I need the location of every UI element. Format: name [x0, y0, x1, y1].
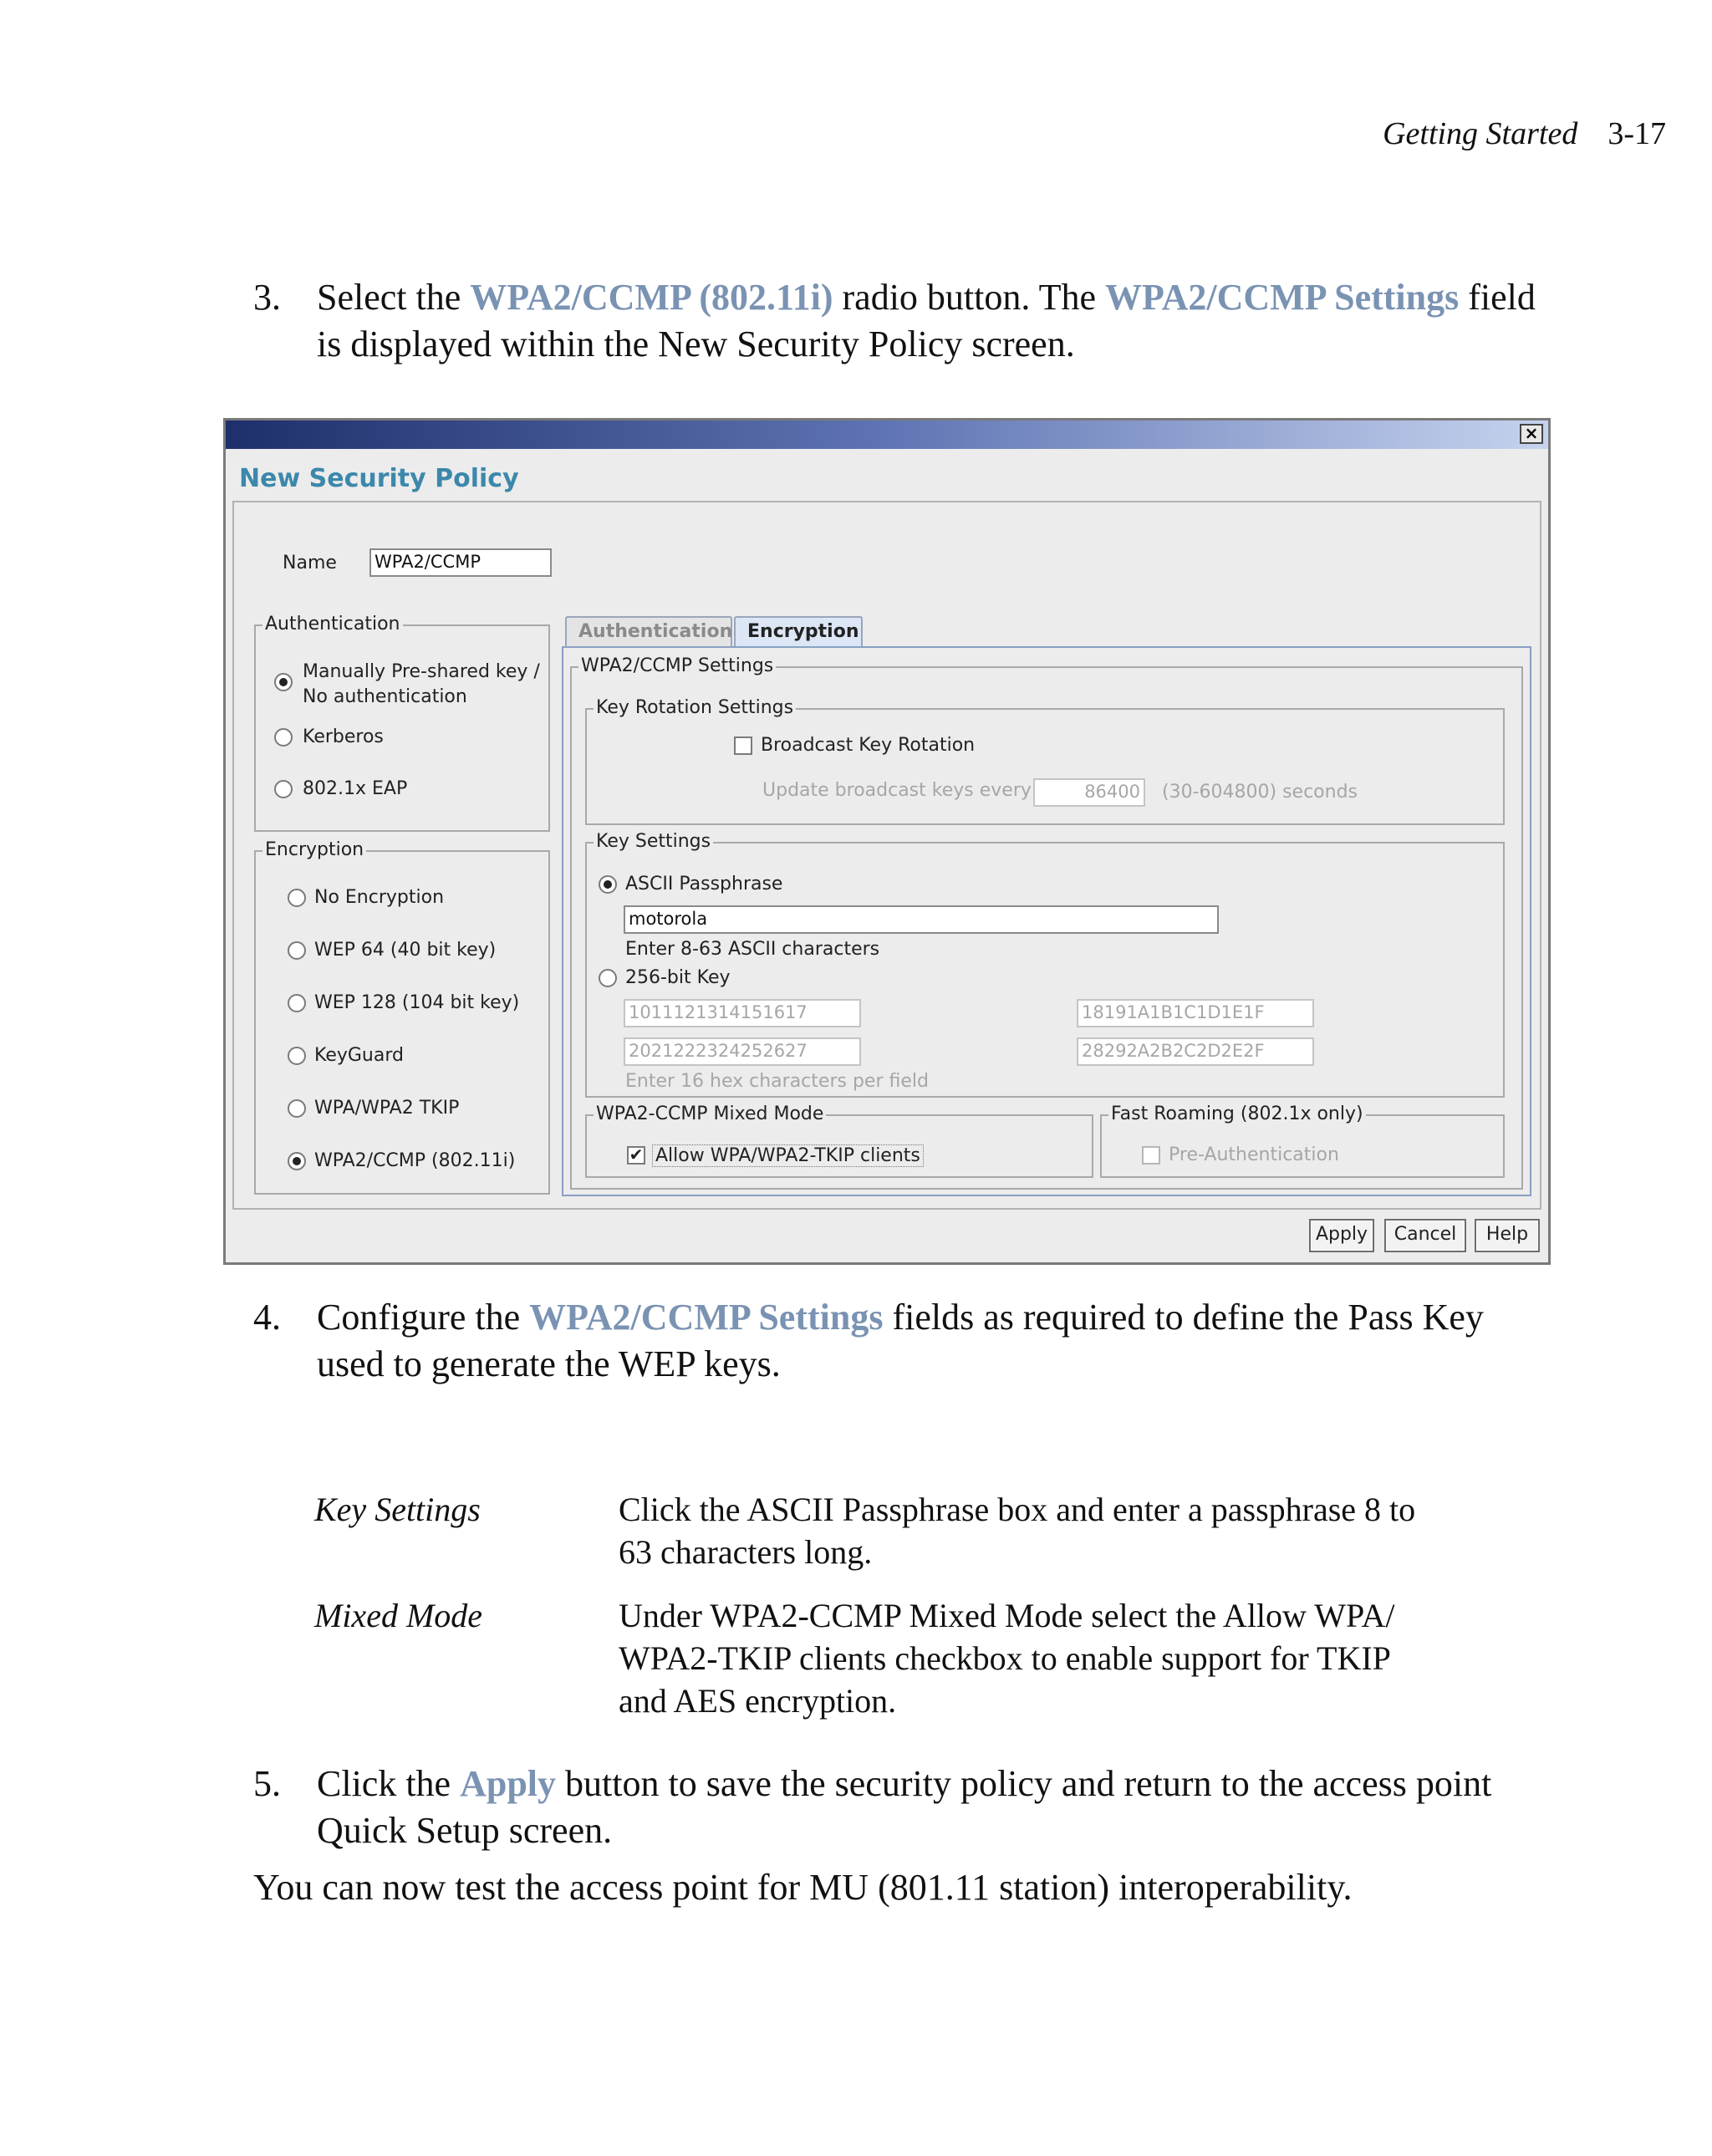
page-header	[1383, 115, 1666, 152]
closing-paragraph: You can now test the access point for MU (801.11 station) interoperability.	[253, 1867, 1353, 1908]
no-encryption-label: No Encryption	[314, 887, 445, 908]
ascii-hint: Enter 8-63 ASCII characters	[625, 939, 880, 960]
keyguard-label: KeyGuard	[314, 1045, 404, 1066]
step-3	[253, 274, 1591, 368]
encryption-group	[254, 839, 550, 1195]
step-line-2: is displayed within the New Security Policy screen.	[317, 324, 1075, 364]
radio-wep-64[interactable]	[288, 941, 306, 960]
mixed-mode-title: WPA2-CCMP Mixed Mode	[594, 1103, 826, 1124]
256-bit-key-label: 256-bit Key	[625, 967, 731, 988]
definitions-list	[314, 1488, 1485, 1743]
cancel-button[interactable]: Cancel	[1384, 1219, 1466, 1252]
fast-roaming-group	[1100, 1103, 1505, 1178]
step-line-1	[317, 1761, 1591, 1807]
hex-hint: Enter 16 hex characters per field	[625, 1071, 929, 1092]
definition-term: Key Settings	[314, 1491, 481, 1528]
definition-description	[619, 1594, 1455, 1722]
radio-802-1x-eap[interactable]	[274, 780, 293, 798]
step-text: radio button. The	[833, 277, 1105, 318]
key-settings-group	[585, 831, 1505, 1098]
wpa2-ccmp-settings-title: WPA2/CCMP Settings	[578, 655, 776, 676]
step-line-1	[317, 274, 1591, 321]
step-number: 4.	[253, 1297, 281, 1338]
broadcast-key-rotation-label: Broadcast Key Rotation	[761, 735, 976, 756]
wpa-wpa2-tkip-label: WPA/WPA2 TKIP	[314, 1098, 460, 1119]
definition-mixed-mode	[314, 1594, 1485, 1722]
step-text: Click the	[317, 1763, 461, 1804]
broadcast-key-rotation-checkbox[interactable]	[734, 737, 752, 755]
step-text: Select the	[317, 277, 471, 318]
description-line: Click the ASCII Passphrase box and enter a passphrase 8 to	[619, 1491, 1416, 1528]
step-number: 5.	[253, 1763, 281, 1804]
update-broadcast-range: (30-604800) seconds	[1162, 782, 1358, 803]
tab-encryption[interactable]: Encryption	[734, 616, 863, 646]
encryption-group-title: Encryption	[262, 839, 366, 860]
name-field[interactable]: WPA2/CCMP	[369, 548, 552, 577]
authentication-group-title: Authentication	[262, 614, 403, 635]
step-text: fields as required to define the Pass Key	[883, 1297, 1484, 1338]
key-rotation-group	[585, 697, 1505, 825]
tab-authentication[interactable]: Authentication	[565, 616, 732, 646]
fast-roaming-title: Fast Roaming (802.1x only)	[1108, 1103, 1366, 1124]
step-line-1	[317, 1294, 1591, 1341]
key-rotation-title: Key Rotation Settings	[594, 697, 796, 718]
key-settings-title: Key Settings	[594, 831, 713, 852]
manually-pre-shared-label	[303, 660, 540, 710]
name-label: Name	[283, 553, 337, 573]
authentication-group	[254, 614, 550, 832]
radio-wpa2-ccmp[interactable]	[288, 1152, 306, 1170]
step-text: field	[1459, 277, 1536, 318]
wep-64-label: WEP 64 (40 bit key)	[314, 940, 497, 961]
hex-key-field-3[interactable]: 2021222324252627	[624, 1037, 861, 1066]
help-button[interactable]: Help	[1475, 1219, 1540, 1252]
radio-ascii-passphrase[interactable]	[599, 875, 617, 894]
definition-key-settings	[314, 1488, 1485, 1573]
title-bar	[226, 420, 1548, 449]
allow-wpa-tkip-label: Allow WPA/WPA2-TKIP clients	[652, 1144, 924, 1167]
definition-description	[619, 1488, 1455, 1573]
update-broadcast-label: Update broadcast keys every	[762, 780, 1032, 801]
radio-kerberos[interactable]	[274, 728, 293, 747]
section-title: Getting Started	[1383, 116, 1578, 151]
radio-keyguard[interactable]	[288, 1047, 306, 1065]
page-number: 3-17	[1608, 116, 1666, 151]
allow-wpa-tkip-checkbox[interactable]: ✔	[627, 1146, 645, 1165]
step-text: Configure the	[317, 1297, 530, 1338]
wpa2-ccmp-settings-group	[570, 655, 1523, 1190]
step-4	[253, 1294, 1591, 1388]
description-line: and AES encryption.	[619, 1682, 897, 1720]
kerberos-label: Kerberos	[303, 726, 384, 747]
step-number: 3.	[253, 277, 281, 318]
hex-key-field-1[interactable]: 1011121314151617	[624, 999, 861, 1027]
encryption-tab-panel	[562, 646, 1531, 1196]
step-line-2: Quick Setup screen.	[317, 1810, 613, 1851]
close-button[interactable]: ×	[1520, 424, 1543, 444]
radio-wep-128[interactable]	[288, 994, 306, 1012]
wep-128-label: WEP 128 (104 bit key)	[314, 992, 520, 1013]
ref-apply-button: Apply	[460, 1763, 557, 1804]
ascii-passphrase-field[interactable]: motorola	[624, 905, 1219, 934]
apply-button[interactable]: Apply	[1309, 1219, 1374, 1252]
wpa2-ccmp-label: WPA2/CCMP (802.11i)	[314, 1150, 516, 1171]
definition-term: Mixed Mode	[314, 1597, 483, 1634]
label-line: Manually Pre-shared key /	[303, 661, 540, 682]
update-broadcast-field[interactable]: 86400	[1033, 778, 1145, 807]
description-line: 63 characters long.	[619, 1533, 873, 1571]
pre-authentication-label: Pre-Authentication	[1169, 1144, 1339, 1165]
ref-wpa2-ccmp-settings: WPA2/CCMP Settings	[1104, 277, 1460, 318]
ref-wpa2-ccmp-radio: WPA2/CCMP (802.11i)	[470, 277, 833, 318]
step-line-2: used to generate the WEP keys.	[317, 1343, 781, 1384]
step-text: button to save the security policy and return to the access point	[556, 1763, 1492, 1804]
label-line: No authentication	[303, 686, 467, 707]
new-security-policy-dialog	[223, 418, 1551, 1265]
radio-manually-pre-shared[interactable]	[274, 673, 293, 691]
mixed-mode-group	[585, 1103, 1093, 1178]
description-line: WPA2-TKIP clients checkbox to enable support for TKIP	[619, 1639, 1391, 1677]
dialog-body	[232, 501, 1541, 1210]
radio-wpa-wpa2-tkip[interactable]	[288, 1099, 306, 1118]
dialog-title: New Security Policy	[239, 464, 519, 493]
802-1x-eap-label: 802.1x EAP	[303, 778, 408, 799]
radio-no-encryption[interactable]	[288, 889, 306, 907]
description-line: Under WPA2-CCMP Mixed Mode select the Allow WPA/	[619, 1597, 1395, 1634]
pre-authentication-checkbox[interactable]	[1142, 1146, 1160, 1165]
hex-key-field-4[interactable]: 28292A2B2C2D2E2F	[1077, 1037, 1314, 1066]
step-5	[253, 1761, 1591, 1854]
radio-256-bit-key[interactable]	[599, 969, 617, 987]
ascii-passphrase-label: ASCII Passphrase	[625, 874, 783, 895]
hex-key-field-2[interactable]: 18191A1B1C1D1E1F	[1077, 999, 1314, 1027]
ref-wpa2-ccmp-settings: WPA2/CCMP Settings	[529, 1297, 884, 1338]
